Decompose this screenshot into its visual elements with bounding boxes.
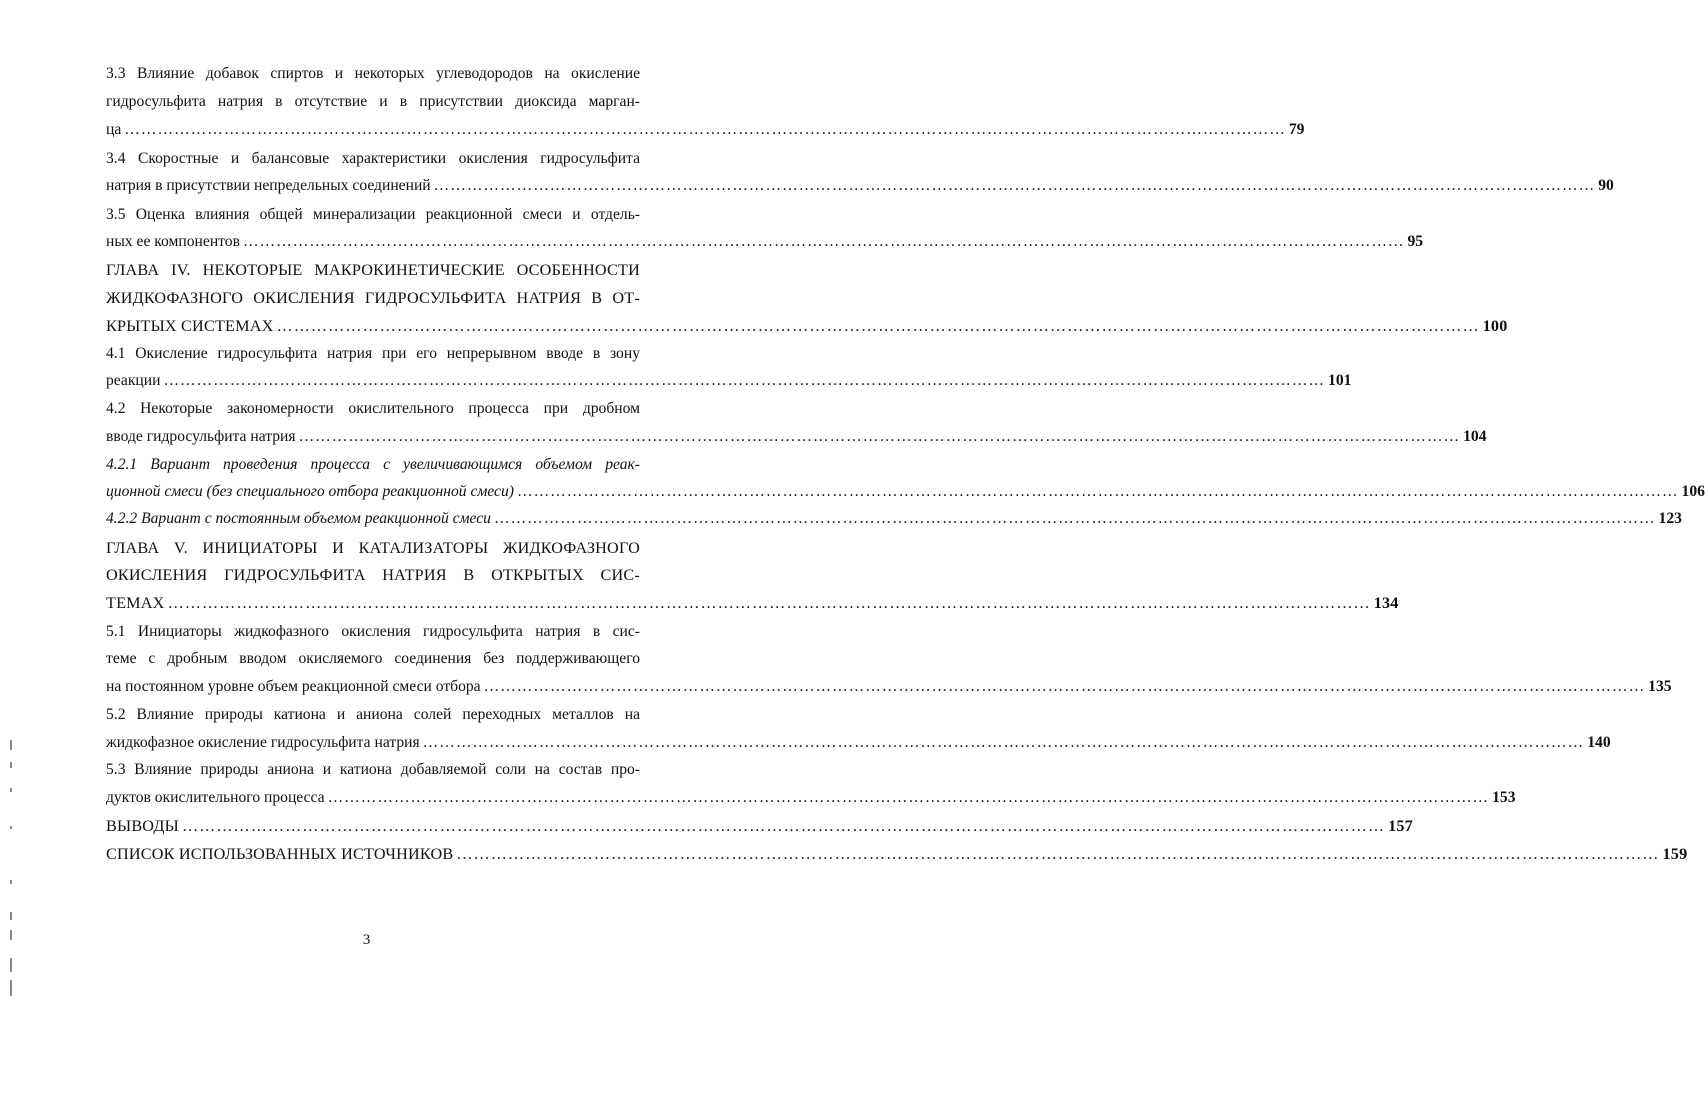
dot-leader: ………………………………………………………………………………………………………………………………………………………………………………………… [433,177,1596,194]
dot-leader: ………………………………………………………………………………………………………………………………………………………………………………………… [167,594,1371,612]
toc-conclusions-label: ВЫВОДЫ [106,817,179,835]
toc-4-1-line-1: 4.1 Окисление гидросульфита натрия при его непрерывном вводе в зону [106,345,640,362]
page-ref-3-3: 79 [1288,121,1305,138]
toc-5-2-line-2: жидкофазное окисление гидросульфита натрия [106,734,420,751]
toc-entry-3-5[interactable] [106,232,1424,252]
toc-entry-3-4[interactable] [106,176,1614,196]
page-ref-5-2: 140 [1587,734,1611,751]
toc-entry-4-2-1[interactable] [106,482,1705,502]
dot-leader: ………………………………………………………………………………………………………………………………………………………………………………………… [456,845,1660,863]
toc-entry-4-2[interactable] [106,427,1487,447]
toc-5-1-line-3: на постоянном уровне объем реакционной смеси отбора [106,678,481,695]
dot-leader: ………………………………………………………………………………………………………………………………………………………………………………………… [163,372,1326,389]
page-ref-references: 159 [1662,845,1688,863]
dot-leader: ………………………………………………………………………………………………………………………………………………………………………………………… [242,233,1405,250]
page-ref-5-1: 135 [1648,678,1672,695]
scan-margin-marks [10,740,18,1000]
toc-3-4-line-1: 3.4 Скоростные и балансовые характеристики окисления гидросульфита [106,150,640,167]
toc-4-2-1-line-1: 4.2.1 Вариант проведения процесса с увеличивающимся объемом реак- [106,456,640,473]
dot-leader: ………………………………………………………………………………………………………………………………………………………………………………………… [124,121,1286,138]
page-ref-chapter-5: 134 [1373,594,1399,612]
toc-entry-5-3[interactable] [106,788,1516,808]
toc-chapter-5-line-2: ОКИСЛЕНИЯ ГИДРОСУЛЬФИТА НАТРИЯ В ОТКРЫТЫХ СИС- [106,566,640,584]
toc-5-3-line-2: дуктов окислительного процесса [106,789,325,806]
page-number: 3 [362,932,371,948]
toc-4-2-line-2: вводе гидросульфита натрия [106,428,296,445]
toc-4-2-2-line-1: 4.2.2 Вариант с постоянным объемом реакционной смеси [106,510,491,527]
page-ref-4-2-2: 123 [1658,510,1682,527]
toc-entry-chapter-4[interactable] [106,316,1508,336]
dot-leader: ………………………………………………………………………………………………………………………………………………………………………………………… [276,317,1480,335]
page-ref-conclusions: 157 [1388,817,1413,835]
toc-entry-4-1[interactable] [106,371,1352,391]
toc-3-5-line-2: ных ее компонентов [106,233,240,250]
toc-4-2-1-line-2: ционной смеси (без специального отбора реакционной смеси) [106,483,514,500]
toc-entry-5-1[interactable] [106,677,1672,697]
toc-5-2-line-1: 5.2 Влияние природы катиона и аниона солей переходных металлов на [106,706,640,723]
page-ref-chapter-4: 100 [1482,317,1508,335]
page-ref-5-3: 153 [1492,789,1516,806]
toc-chapter-5-line-1: ГЛАВА V. ИНИЦИАТОРЫ И КАТАЛИЗАТОРЫ ЖИДКОФАЗНОГО [106,539,640,557]
toc-entry-conclusions[interactable] [106,816,1413,836]
toc-4-1-line-2: реакции [106,372,161,389]
toc-3-4-line-2: натрия в присутствии непредельных соединений [106,177,431,194]
toc-5-1-line-1: 5.1 Инициаторы жидкофазного окисления гидросульфита натрия в сис- [106,623,640,640]
toc-entry-chapter-5[interactable] [106,593,1399,613]
dot-leader: ………………………………………………………………………………………………………………………………………………………………………………………… [327,789,1490,806]
page-ref-3-5: 95 [1407,233,1424,250]
toc-entry-3-3[interactable] [106,120,1305,140]
toc-3-3-line-1: 3.3 Влияние добавок спиртов и некоторых углеводородов на окисление [106,65,640,82]
toc-5-3-line-1: 5.3 Влияние природы аниона и катиона добавляемой соли на состав про- [106,761,640,778]
toc-4-2-line-1: 4.2 Некоторые закономерности окислительного процесса при дробном [106,400,640,417]
toc-5-1-line-2: теме с дробным вводом окисляемого соединения без поддерживающего [106,650,640,667]
dot-leader: ………………………………………………………………………………………………………………………………………………………………………………………… [483,678,1646,695]
toc-entry-references[interactable] [106,844,1688,864]
dot-leader: ………………………………………………………………………………………………………………………………………………………………………………………… [493,510,1656,527]
toc-chapter-5-line-3: ТЕМАХ [106,594,165,612]
dot-leader: ………………………………………………………………………………………………………………………………………………………………………………………… [422,734,1585,751]
dot-leader: ………………………………………………………………………………………………………………………………………………………………………………………… [298,428,1461,445]
toc-entry-5-2[interactable] [106,733,1611,753]
toc-entry-4-2-2[interactable] [106,509,1682,529]
toc-3-5-line-1: 3.5 Оценка влияния общей минерализации реакционной смеси и отдель- [106,206,640,223]
toc-3-3-line-2: гидросульфита натрия в отсутствие и в присутствии диоксида марган- [106,93,640,110]
toc-chapter-4-line-1: ГЛАВА IV. НЕКОТОРЫЕ МАКРОКИНЕТИЧЕСКИЕ ОСОБЕННОСТИ [106,261,640,279]
page-ref-4-2: 104 [1463,428,1487,445]
page-ref-4-1: 101 [1328,372,1352,389]
dot-leader: ………………………………………………………………………………………………………………………………………………………………………………………… [516,483,1679,500]
dot-leader: ………………………………………………………………………………………………………………………………………………………………………………………… [181,817,1386,835]
toc-references-label: СПИСОК ИСПОЛЬЗОВАННЫХ ИСТОЧНИКОВ [106,845,454,863]
page-ref-4-2-1: 106 [1681,483,1705,500]
toc-3-3-line-3: ца [106,121,122,138]
toc-chapter-4-line-2: ЖИДКОФАЗНОГО ОКИСЛЕНИЯ ГИДРОСУЛЬФИТА НАТРИЯ В ОТ- [106,289,640,307]
toc-chapter-4-line-3: КРЫТЫХ СИСТЕМАХ [106,317,274,335]
page-ref-3-4: 90 [1598,177,1614,194]
